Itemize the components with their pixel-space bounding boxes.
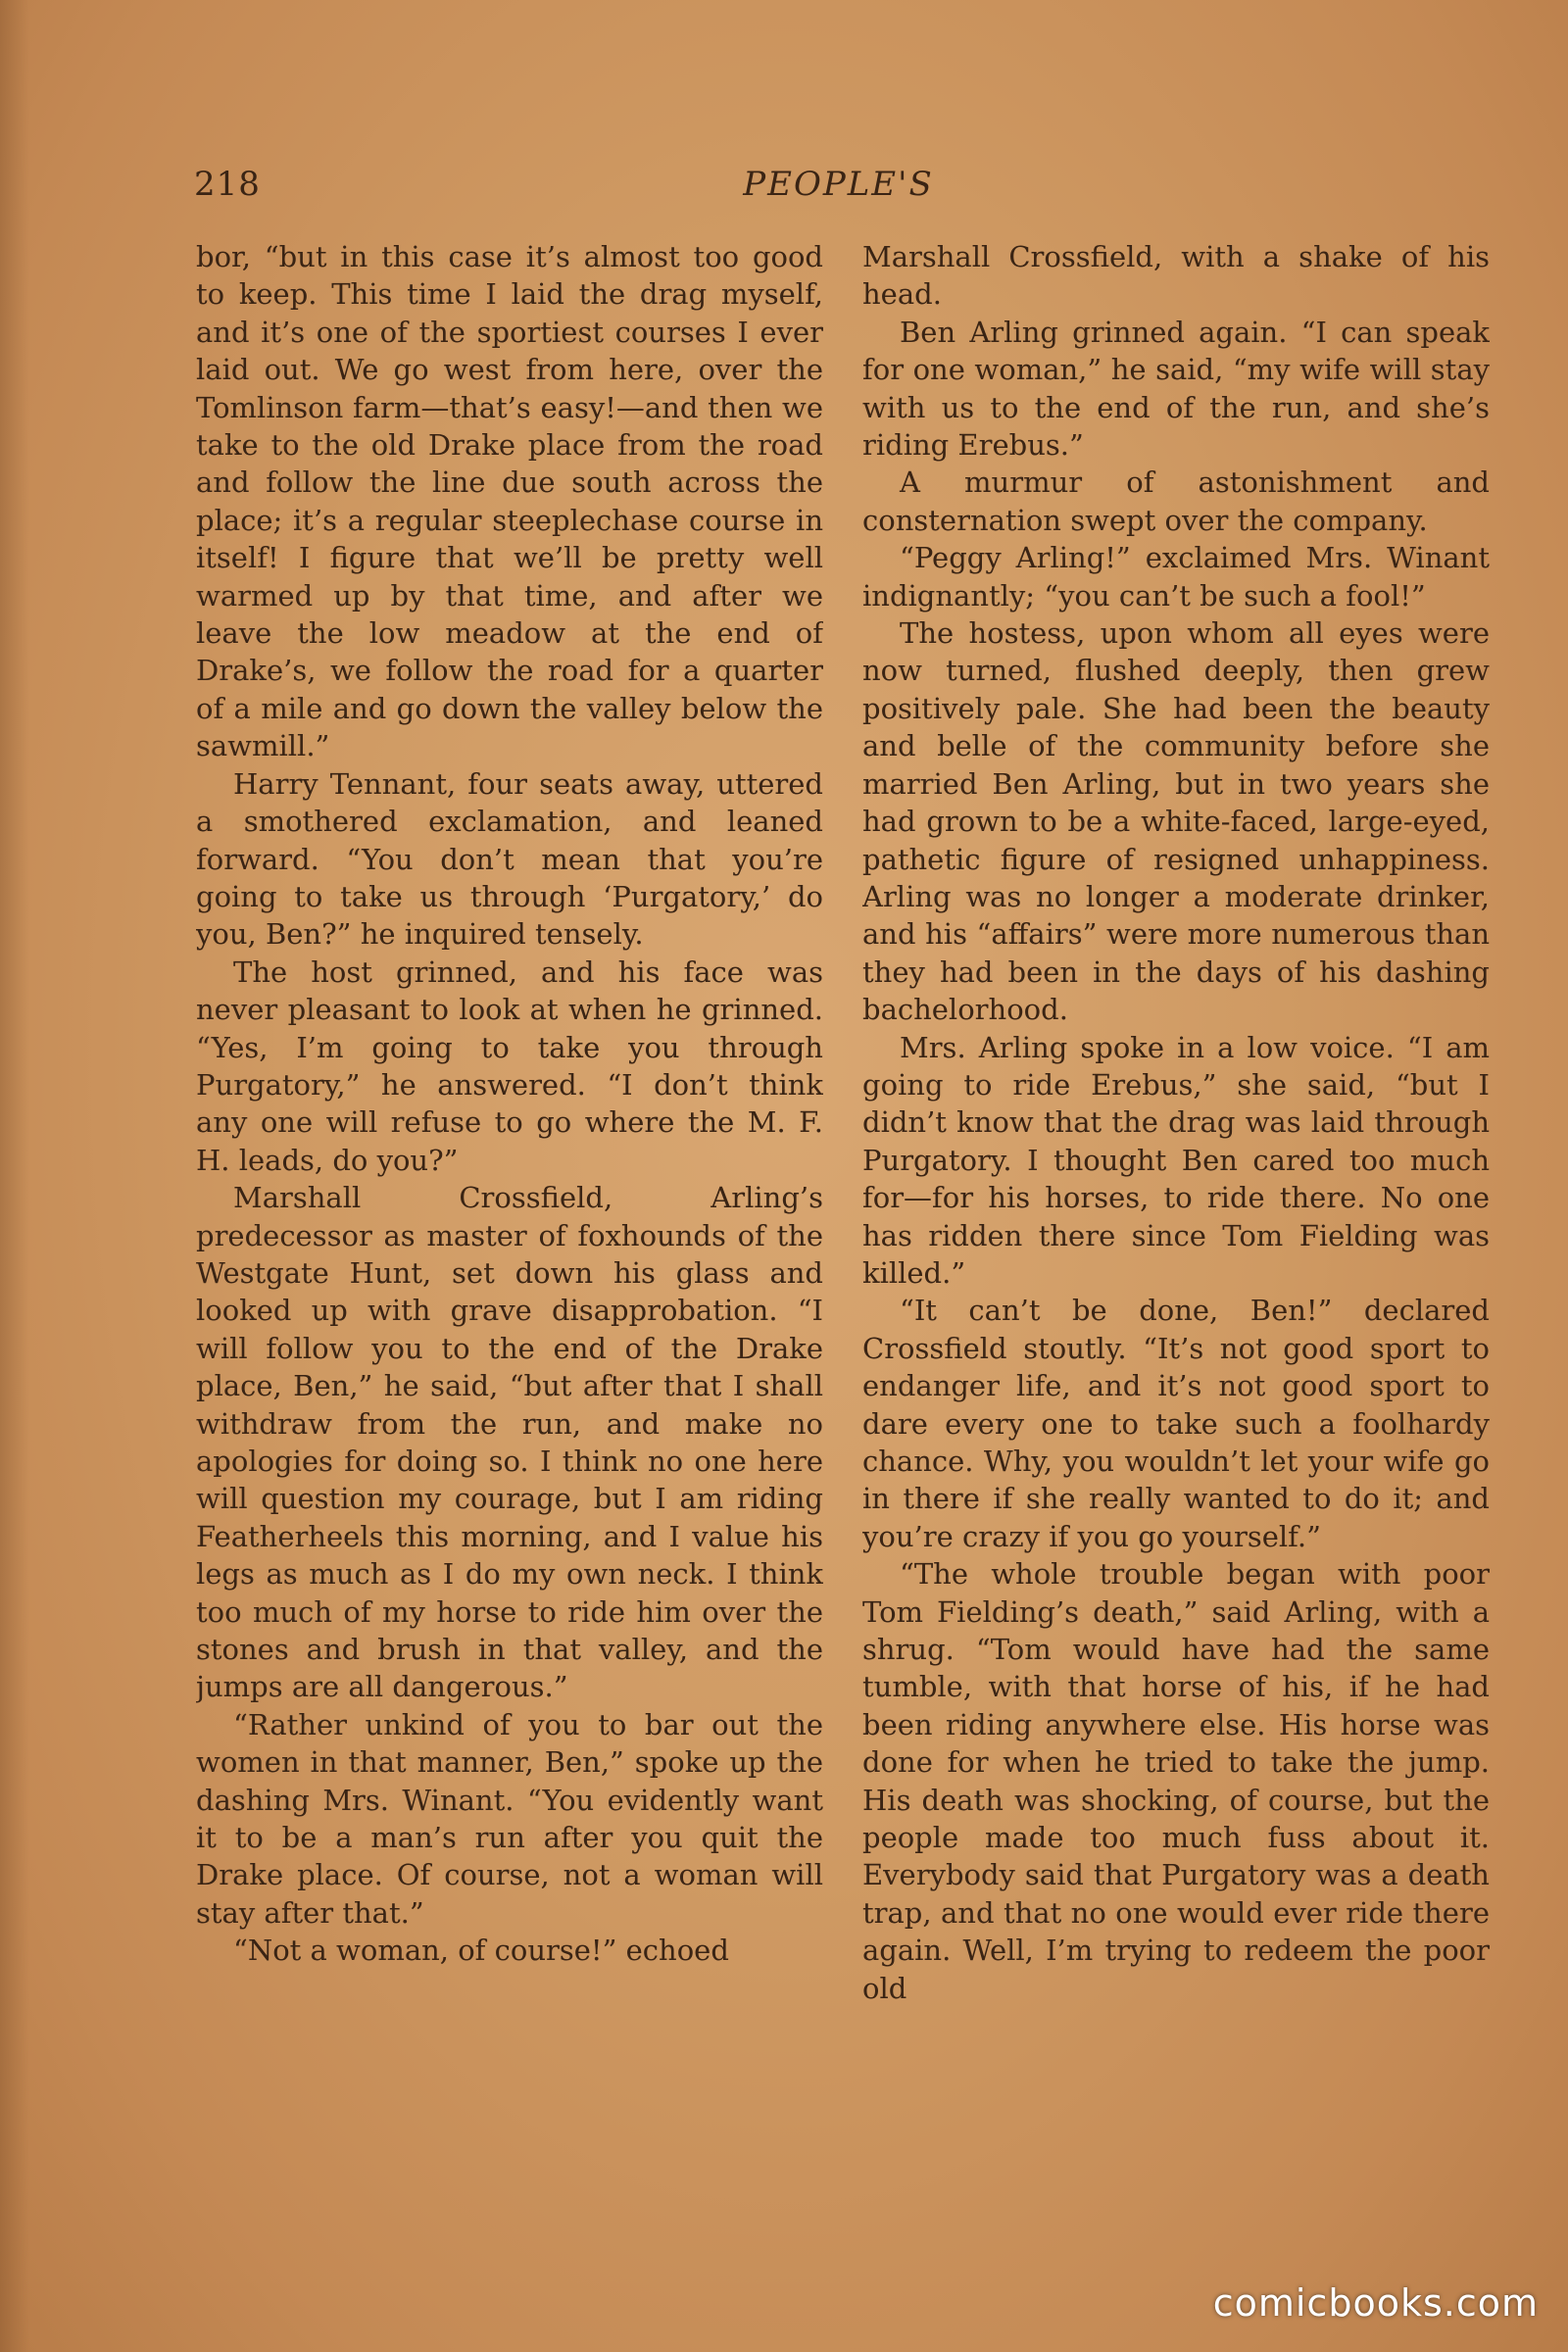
paragraph: Harry Tennant, four seats away, uttered a smothered exclamation, and leaned forward. “You don’t mean that you’re going to take us through ‘Purgatory,’ do you, Ben?” he inquired tensely. (196, 766, 823, 952)
paragraph: The host grinned, and his face was never pleasant to look at when he grinned. “Yes, I’m going to take you through Purgatory,” he answered. “I don’t think any one will refuse to go where the M. F. H. leads, do you?” (196, 955, 823, 1177)
paragraph: Marshall Crossfield, Arling’s predecessor as master of foxhounds of the Westgate Hunt, set down his glass and looked up with grave disapprobation. “I will follow you to the end of the Drake place, Ben,” he said, “but after that I shall withdraw from the run, and make no apologies for doing so. I think no one here will question my courage, but I am riding Featherheels this morning, and I value his legs as much as I do my own neck. I think too much of my horse to ride him over the stones and brush in that valley, and the jumps are all dangerous.” (196, 1181, 823, 1704)
paragraph: A murmur of astonishment and consternation swept over the company. (862, 466, 1490, 537)
paragraph: “It can’t be done, Ben!” declared Crossfield stoutly. “It’s not good sport to endanger life, and it’s not good sport to dare every one to take such a foolhardy chance. Why, you wouldn’t let your wife go in there if she really wanted to do it; and you’re crazy if you go yourself.” (862, 1294, 1490, 1553)
right-column (862, 238, 1490, 2130)
paragraph: Mrs. Arling spoke in a low voice. “I am going to ride Erebus,” she said, “but I didn’t know that the drag was laid through Purgatory. I thought Ben cared too much for—for his horses, to ride there. No one has ridden there since Tom Fielding was killed.” (862, 1030, 1490, 1290)
paragraph: Ben Arling grinned again. “I can speak for one woman,” he said, “my wife will stay with us to the end of the run, and she’s riding Erebus.” (862, 315, 1490, 463)
left-column (196, 238, 823, 2130)
paragraph: The hostess, upon whom all eyes were now turned, flushed deeply, then grew positively pale. She had been the beauty and belle of the community before she married Ben Arling, but in two years she had grown to be a white-faced, large-eyed, pathetic figure of resigned unhappiness. Arling was no longer a moderate drinker, and his “affairs” were more numerous than they had been in the days of his dashing bachelorhood. (862, 616, 1490, 1027)
paragraph: “The whole trouble began with poor Tom Fielding’s death,” said Arling, with a shrug. “Tom would have had the same tumble, with that horse of his, if he had been riding anywhere else. His horse was done for when he tried to take the jump. His death was shocking, of course, but the people made too much fuss about it. Everybody said that Purgatory was a death trap, and that no one would ever ride there again. Well, I’m trying to redeem the poor old (862, 1557, 1490, 2005)
page-header (194, 165, 1483, 223)
paragraph: “Peggy Arling!” exclaimed Mrs. Winant indignantly; “you can’t be such a fool!” (862, 541, 1490, 612)
paragraph: bor, “but in this case it’s almost too good to keep. This time I laid the drag myself, and it’s one of the sportiest courses I ever laid out. We go west from here, over the Tomlinson farm—that’s easy!—and then we take to the old Drake place from the road and follow the line due south across the place; it’s a regular steeplechase course in itself! I figure that we’ll be pretty well warmed up by that time, and after we leave the low meadow at the end of Drake’s, we follow the road for a quarter of a mile and go down the valley below the sawmill.” (196, 240, 823, 763)
paragraph: “Not a woman, of course!” echoed (233, 1934, 729, 1968)
paragraph: “Rather unkind of you to bar out the women in that manner, Ben,” spoke up the dashing Mrs. Winant. “You evidently want it to be a man’s run after you quit the Drake place. Of course, not a woman will stay after that.” (196, 1707, 823, 1930)
page-number: 218 (194, 165, 261, 204)
magazine-title: PEOPLE'S (743, 165, 934, 204)
paragraph: Marshall Crossfield, with a shake of his head. (862, 240, 1490, 312)
page-edge-shadow (0, 0, 29, 2352)
watermark: comicbooks.com (1212, 2281, 1539, 2325)
